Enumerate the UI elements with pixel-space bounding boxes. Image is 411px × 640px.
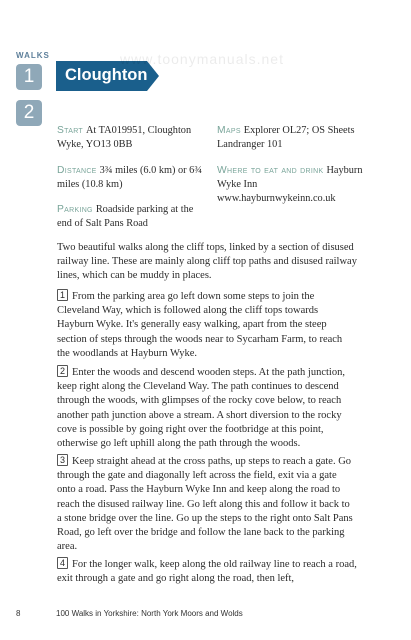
step-number: 3 xyxy=(57,454,68,466)
walk-number-badge: 1 xyxy=(16,64,42,90)
info-parking xyxy=(57,203,207,231)
step-paragraph xyxy=(57,454,357,554)
step-text: For the longer walk, keep along the old railway line to reach a road, exit through a gate and go right along the road, then left, xyxy=(57,559,357,585)
step-paragraph xyxy=(57,365,357,451)
intro-paragraph: Two beautiful walks along the cliff tops, linked by a section of disused railway line. These are mainly along cliff top paths and disused railway lines, which can be muddy in places. xyxy=(57,242,357,282)
maps-label: Maps xyxy=(217,125,241,136)
distance-label: Distance xyxy=(57,165,97,176)
maps-value: Explorer OL27; OS Sheets Landranger 101 xyxy=(217,125,355,150)
start-value: At TA019951, Cloughton Wyke, YO13 0BB xyxy=(57,125,192,150)
info-maps xyxy=(217,124,367,152)
step-text: From the parking area go left down some steps to join the Cleveland Way, which is followed along the cliff tops towards Hayburn Wyke. It's generally easy walking, apart from the steep section of steps through the woods near to Sycarham Farm, to reach the woodlands at Hayburn Wyke. xyxy=(57,291,343,359)
info-distance xyxy=(57,164,207,192)
eat-url: www.hayburnwykeinn.co.uk xyxy=(217,193,336,204)
step-text: Keep straight ahead at the cross paths, up steps to reach a gate. Go through the gate and diagonally left across the field, exit via a gate onto a road. Pass the Hayburn Wyke Inn and keep along the road to reach the disused railway line. Go left along this and follow it back to a stone bridge over the line. Go up the steps to the right onto Salt Pans Road, go left over the bridge and follow the lane back to the parking area. xyxy=(57,456,353,553)
walks-label: WALKS xyxy=(16,51,50,60)
step-number: 4 xyxy=(57,557,68,569)
info-eat xyxy=(217,164,377,206)
walk-number-badge: 2 xyxy=(16,100,42,126)
step-number: 1 xyxy=(57,289,68,301)
step-paragraph xyxy=(57,289,357,361)
parking-label: Parking xyxy=(57,204,93,215)
info-start xyxy=(57,124,207,152)
page-number: 8 xyxy=(16,609,21,618)
page-title: Cloughton xyxy=(65,66,148,84)
step-number: 2 xyxy=(57,365,68,377)
step-text: Enter the woods and descend wooden steps. At the path junction, keep right along the Cleveland Way. The path continues to descend through the woods, with glimpses of the rocky cove below, to reach another path junction above a stream. A short diversion to the rocky cove is possible by going right over the footbridge at this point, otherwise go left uphill along the path through the woods. xyxy=(57,367,345,450)
step-paragraph xyxy=(57,557,357,586)
distance-value: 3¾ miles (6.0 km) or 6¾ miles (10.8 km) xyxy=(57,165,203,190)
parking-value: Roadside parking at the end of Salt Pans Road xyxy=(57,204,194,229)
book-title: 100 Walks in Yorkshire: North York Moors and Wolds xyxy=(56,609,243,618)
eat-value: Hayburn Wyke Inn xyxy=(217,165,363,190)
start-label: Start xyxy=(57,125,83,136)
eat-label: Where to eat and drink xyxy=(217,165,324,176)
watermark: www.toonymanuals.net xyxy=(120,51,284,67)
